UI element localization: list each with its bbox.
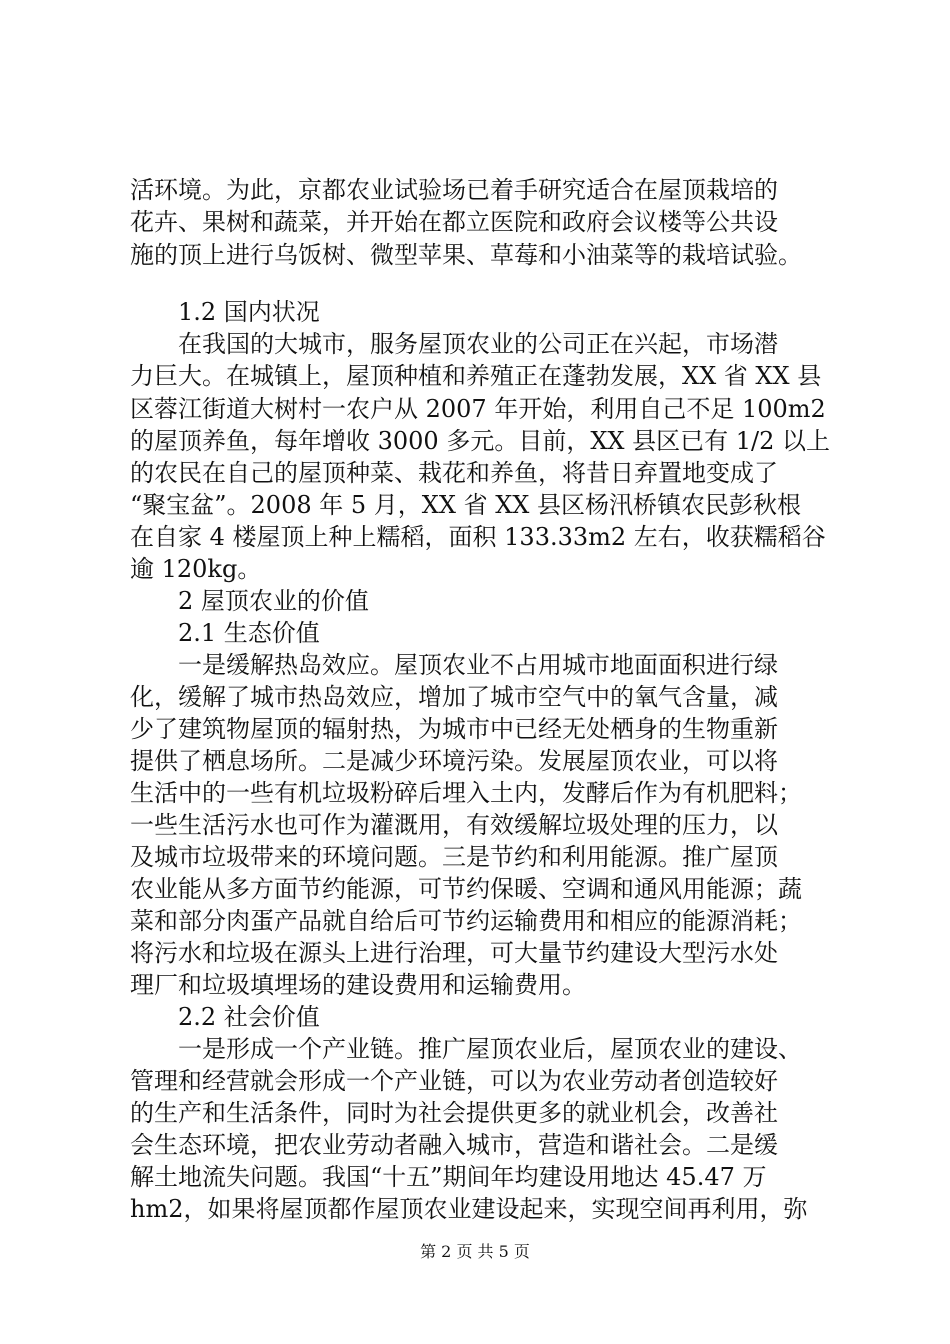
text-line: 力巨大。在城镇上，屋顶种植和养殖正在蓬勃发展，XX 省 XX 县 [130, 362, 822, 390]
text-line: 一些生活污水也可作为灌溉用，有效缓解垃圾处理的压力，以 [130, 811, 778, 839]
text-line: 活环境。为此，京都农业试验场已着手研究适合在屋顶栽培的 [130, 176, 778, 204]
text-line: 的生产和生活条件，同时为社会提供更多的就业机会，改善社 [130, 1099, 778, 1127]
section-heading: 2.2 社会价值 [178, 1003, 320, 1031]
text-line: 的农民在自己的屋顶种菜、栽花和养鱼，将昔日弃置地变成了 [130, 459, 778, 487]
text-line: 在自家 4 楼屋顶上种上糯稻，面积 133.33m2 左右，收获糯稻谷 [130, 523, 826, 551]
text-line: 的屋顶养鱼，每年增收 3000 多元。目前，XX 县区已有 1/2 以上 [130, 427, 831, 455]
section-heading: 2 屋顶农业的价值 [178, 587, 369, 615]
text-line: 区蓉江街道大树村一农户从 2007 年开始，利用自己不足 100m2 [130, 395, 826, 423]
text-line: 少了建筑物屋顶的辐射热，为城市中已经无处栖身的生物重新 [130, 715, 778, 743]
text-line: 将污水和垃圾在源头上进行治理，可大量节约建设大型污水处 [130, 939, 778, 967]
text-line: hm2，如果将屋顶都作屋顶农业建设起来，实现空间再利用，弥 [130, 1195, 808, 1223]
text-line: 花卉、果树和蔬菜，并开始在都立医院和政府会议楼等公共设 [130, 208, 778, 236]
text-line: 农业能从多方面节约能源，可节约保暖、空调和通风用能源；蔬 [130, 875, 802, 903]
section-heading: 2.1 生态价值 [178, 619, 320, 647]
text-line: 生活中的一些有机垃圾粉碎后埋入土内，发酵后作为有机肥料； [130, 779, 802, 807]
text-line: 在我国的大城市，服务屋顶农业的公司正在兴起，市场潜 [178, 330, 778, 358]
text-line: “聚宝盆”。2008 年 5 月，XX 省 XX 县区杨汛桥镇农民彭秋根 [130, 491, 802, 519]
text-line: 提供了栖息场所。二是减少环境污染。发展屋顶农业，可以将 [130, 747, 778, 775]
text-line: 理厂和垃圾填埋场的建设费用和运输费用。 [130, 971, 586, 999]
text-line: 菜和部分肉蛋产品就自给后可节约运输费用和相应的能源消耗； [130, 907, 802, 935]
text-line: 一是形成一个产业链。推广屋顶农业后，屋顶农业的建设、 [178, 1035, 802, 1063]
text-line: 一是缓解热岛效应。屋顶农业不占用城市地面面积进行绿 [178, 651, 778, 679]
text-line: 会生态环境，把农业劳动者融入城市，营造和谐社会。二是缓 [130, 1131, 778, 1159]
text-line: 解土地流失问题。我国“十五”期间年均建设用地达 45.47 万 [130, 1163, 767, 1191]
text-line: 及城市垃圾带来的环境问题。三是节约和利用能源。推广屋顶 [130, 843, 778, 871]
page-footer: 第 2 页 共 5 页 [420, 1242, 530, 1261]
text-line: 逾 120kg。 [130, 555, 262, 583]
section-heading: 1.2 国内状况 [178, 298, 320, 326]
text-line: 管理和经营就会形成一个产业链，可以为农业劳动者创造较好 [130, 1067, 778, 1095]
text-line: 施的顶上进行乌饭树、微型苹果、草莓和小油菜等的栽培试验。 [130, 241, 802, 269]
text-line: 化，缓解了城市热岛效应，增加了城市空气中的氧气含量，减 [130, 683, 778, 711]
